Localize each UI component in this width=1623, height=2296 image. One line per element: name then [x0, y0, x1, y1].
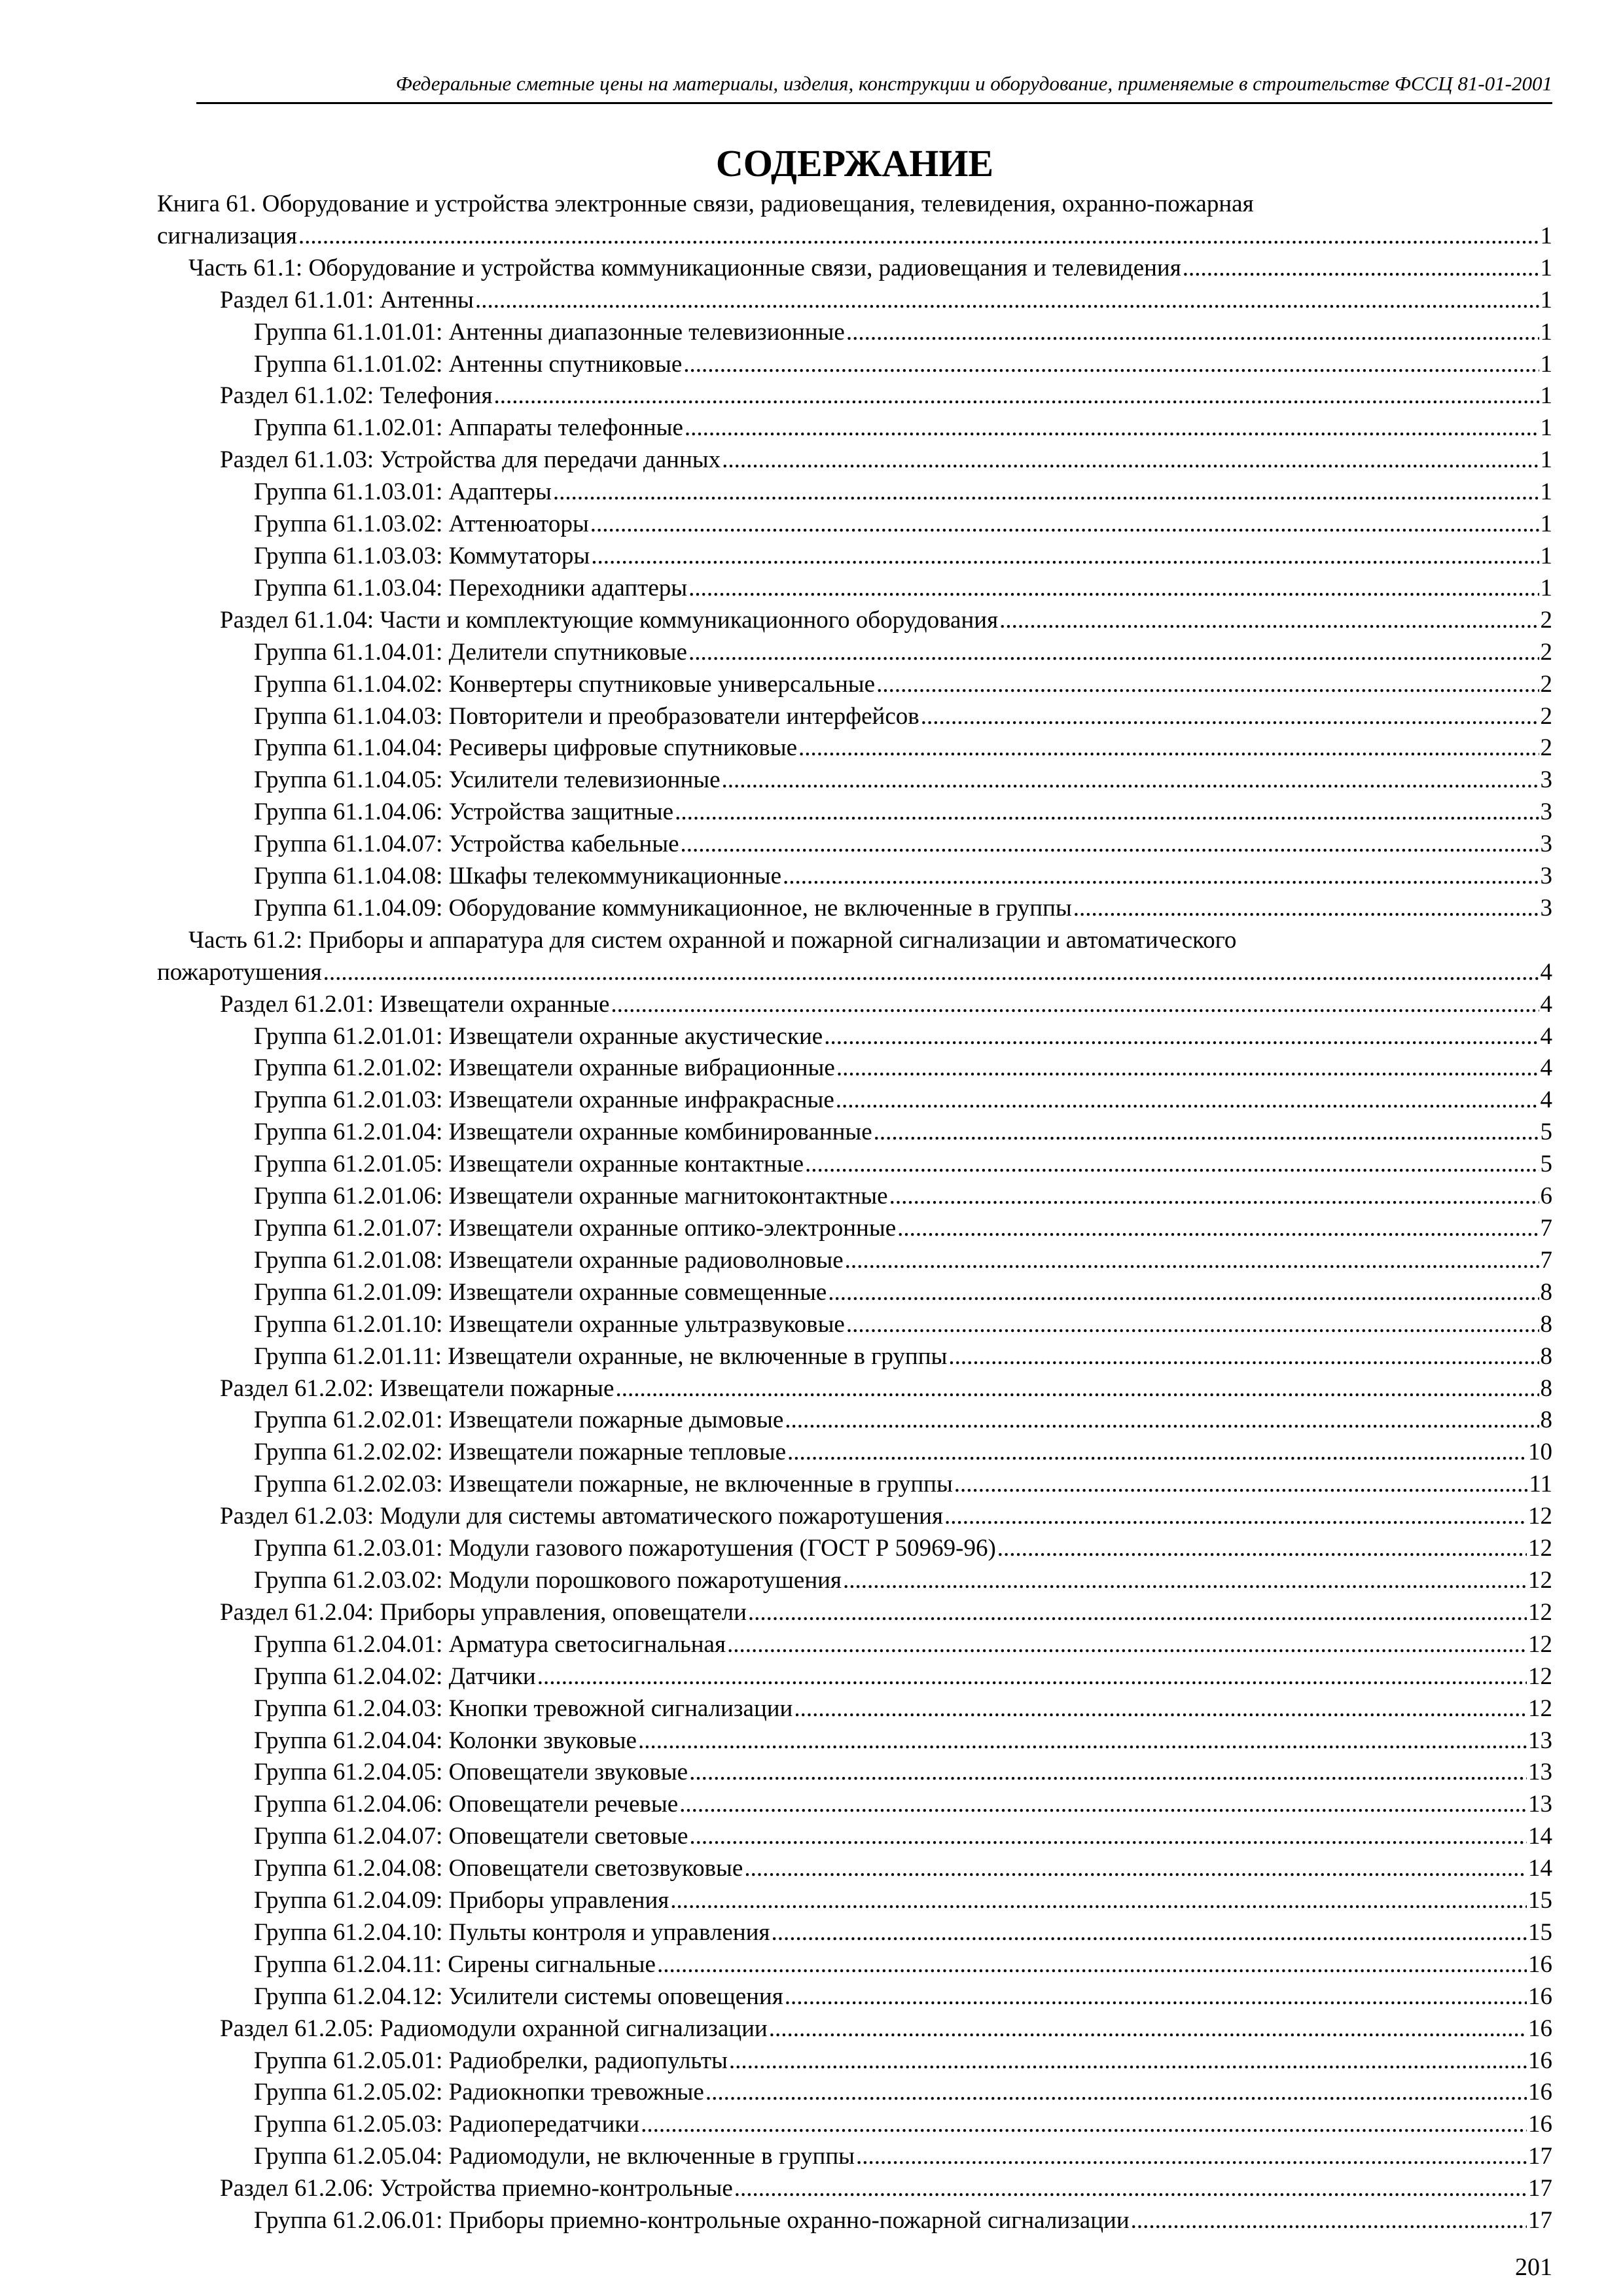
- toc-entry-page: 1: [1540, 382, 1552, 410]
- toc-entry-page: 3: [1540, 766, 1552, 794]
- toc-entry-label: Группа 61.1.03.02: Аттенюаторы: [254, 511, 589, 538]
- toc-entry-label: Раздел 61.2.06: Устройства приемно-контрольные: [220, 2175, 733, 2202]
- toc-entry[interactable]: [157, 1693, 1552, 1725]
- toc-entry[interactable]: [157, 573, 1552, 605]
- toc-entry[interactable]: [157, 380, 1552, 412]
- dot-leader: [722, 444, 1539, 476]
- toc-entry[interactable]: [157, 1373, 1552, 1405]
- toc-entry[interactable]: [157, 1277, 1552, 1309]
- dot-leader: [679, 1789, 1527, 1821]
- dot-leader: [805, 1149, 1539, 1181]
- toc-entry-label: Группа 61.1.04.04: Ресиверы цифровые спутниковые: [254, 734, 797, 762]
- toc-entry-page: 3: [1540, 798, 1552, 826]
- toc-entry-page: 1: [1540, 414, 1552, 442]
- toc-entry[interactable]: [157, 1789, 1552, 1821]
- toc-entry-page: 14: [1528, 1823, 1552, 1850]
- toc-entry-label: Группа 61.2.05.01: Радиобрелки, радиопульты: [254, 2047, 728, 2074]
- toc-entry-label: Группа 61.2.04.10: Пульты контроля и управления: [254, 1918, 770, 1946]
- toc-entry[interactable]: [157, 1085, 1552, 1117]
- toc-entry-label: Группа 61.2.01.08: Извещатели охранные радиоволновые: [254, 1246, 844, 1274]
- toc-entry[interactable]: [157, 2077, 1552, 2109]
- toc-entry-label: Группа 61.1.04.07: Устройства кабельные: [254, 831, 679, 858]
- dot-leader: [997, 1533, 1527, 1565]
- dot-leader: [688, 573, 1539, 605]
- toc-entry[interactable]: [157, 1629, 1552, 1661]
- toc-entry-label: Группа 61.1.04.05: Усилители телевизионные: [254, 766, 721, 794]
- toc-entry[interactable]: [157, 669, 1552, 701]
- dot-leader: [836, 1052, 1539, 1085]
- dot-leader: [689, 1757, 1527, 1789]
- toc-entry-page: 12: [1528, 1598, 1552, 1626]
- dot-leader: [657, 1949, 1527, 1981]
- dot-leader: [785, 1405, 1539, 1437]
- dot-leader: [783, 861, 1539, 893]
- dot-leader: [1073, 893, 1539, 925]
- toc-entry[interactable]: [157, 1341, 1552, 1373]
- dot-leader: [1131, 2205, 1527, 2237]
- dot-leader: [611, 989, 1539, 1021]
- dot-leader: [681, 829, 1539, 861]
- toc-entry-label: Группа 61.2.03.02: Модули порошкового пожаротушения: [254, 1566, 842, 1594]
- dot-leader: [688, 637, 1539, 669]
- toc-book-line1: Книга 61. Оборудование и устройства электронные связи, радиовещания, телевидения, охранно-пожарная: [157, 190, 1254, 217]
- toc-entry-page: 16: [1528, 2111, 1552, 2138]
- toc-entry-page: 5: [1540, 1151, 1552, 1178]
- toc-entry-page: 2: [1540, 638, 1552, 666]
- toc-entry-page: 12: [1528, 1503, 1552, 1530]
- toc-entry-label: Раздел 61.2.03: Модули для системы автоматического пожаротушения: [220, 1503, 943, 1530]
- toc-entry[interactable]: [157, 509, 1552, 541]
- dot-leader: [794, 1693, 1527, 1725]
- toc-entry-page: 13: [1528, 1727, 1552, 1754]
- dot-leader: [785, 1981, 1527, 2013]
- toc-entry-label: Группа 61.2.04.03: Кнопки тревожной сигнализации: [254, 1695, 793, 1722]
- toc-entry-page: 1: [1540, 542, 1552, 569]
- toc-entry-label: Группа 61.2.04.05: Оповещатели звуковые: [254, 1759, 688, 1786]
- toc-entry-label: Раздел 61.1.03: Устройства для передачи данных: [220, 446, 721, 474]
- toc-entry-label: Группа 61.2.01.11: Извещатели охранные, не включенные в группы: [254, 1342, 948, 1370]
- toc-entry[interactable]: [157, 1661, 1552, 1693]
- toc-entry-label: Группа 61.2.01.05: Извещатели охранные контактные: [254, 1151, 804, 1178]
- table-of-contents: [157, 188, 1552, 2237]
- toc-entry-page: 8: [1540, 1374, 1552, 1402]
- dot-leader: [670, 1885, 1527, 1917]
- toc-entry-label: Группа 61.2.01.06: Извещатели охранные магнитоконтактные: [254, 1183, 888, 1210]
- toc-entry-label: Группа 61.2.01.01: Извещатели охранные акустические: [254, 1022, 823, 1050]
- toc-part2-line1: Часть 61.2: Приборы и аппаратура для систем охранной и пожарной сигнализации и автоматического: [188, 926, 1237, 954]
- dot-leader: [591, 541, 1539, 573]
- toc-entry-page: 3: [1540, 831, 1552, 858]
- toc-entry-page: 13: [1528, 1791, 1552, 1818]
- toc-entry-page: 17: [1528, 2143, 1552, 2170]
- toc-entry-page: 15: [1528, 1887, 1552, 1914]
- toc-entry-label: Группа 61.2.03.01: Модули газового пожаротушения (ГОСТ Р 50969-96): [254, 1535, 996, 1562]
- toc-entry-page: 4: [1540, 1054, 1552, 1082]
- toc-entry-page: 13: [1528, 1759, 1552, 1786]
- toc-entry-label: Группа 61.2.04.01: Арматура светосигнальная: [254, 1630, 726, 1658]
- dot-leader: [1183, 253, 1539, 285]
- toc-entry[interactable]: [157, 1469, 1552, 1501]
- dot-leader: [748, 1597, 1527, 1629]
- toc-entry-page: 7: [1540, 1246, 1552, 1274]
- toc-entry-page: 1: [1540, 254, 1552, 281]
- toc-entry-page: 1: [1540, 318, 1552, 346]
- toc-entry[interactable]: [157, 1245, 1552, 1277]
- toc-entry[interactable]: [157, 1981, 1552, 2013]
- toc-entry-label: Группа 61.1.03.04: Переходники адаптеры: [254, 574, 688, 601]
- toc-entry-book[interactable]: [157, 221, 1552, 253]
- toc-entry-label: Группа 61.2.01.10: Извещатели охранные ультразвуковые: [254, 1310, 845, 1338]
- toc-entry-label: Группа 61.2.04.11: Сирены сигнальные: [254, 1950, 656, 1978]
- toc-entry-label: Группа 61.2.04.08: Оповещатели светозвуковые: [254, 1855, 743, 1882]
- toc-entry[interactable]: [157, 1213, 1552, 1245]
- dot-leader: [727, 1629, 1527, 1661]
- toc-entry[interactable]: [157, 412, 1552, 444]
- toc-entry[interactable]: [157, 1437, 1552, 1469]
- toc-entry-label: Группа 61.2.01.07: Извещатели охранные оптико-электронные: [254, 1215, 897, 1242]
- toc-entry-label: Группа 61.2.04.07: Оповещатели световые: [254, 1823, 688, 1850]
- toc-entry-label: пожаротушения: [157, 958, 322, 986]
- toc-entry[interactable]: [157, 637, 1552, 669]
- dot-leader: [675, 797, 1539, 829]
- toc-entry[interactable]: [157, 1021, 1552, 1053]
- dot-leader: [845, 1245, 1539, 1277]
- dot-leader: [475, 285, 1539, 317]
- toc-entry[interactable]: [157, 1117, 1552, 1149]
- toc-entry[interactable]: [157, 893, 1552, 925]
- toc-entry-page: 14: [1528, 1855, 1552, 1882]
- toc-entry-page: 12: [1528, 1535, 1552, 1562]
- toc-entry-label: Группа 61.1.02.01: Аппараты телефонные: [254, 414, 683, 442]
- toc-entry-page: 12: [1528, 1630, 1552, 1658]
- toc-entry-page: 1: [1540, 286, 1552, 314]
- toc-entry[interactable]: [157, 1949, 1552, 1981]
- toc-entry-page: 4: [1540, 958, 1552, 986]
- toc-entry-page: 15: [1528, 1918, 1552, 1946]
- toc-entry-page: 1: [1540, 478, 1552, 506]
- toc-entry-page: 5: [1540, 1119, 1552, 1146]
- dot-leader: [705, 2077, 1527, 2109]
- toc-entry-label: Раздел 61.1.02: Телефония: [220, 382, 493, 410]
- toc-entry-page: 10: [1528, 1439, 1552, 1466]
- toc-entry-label: Группа 61.2.02.01: Извещатели пожарные дымовые: [254, 1407, 784, 1434]
- dot-leader: [734, 2173, 1527, 2205]
- toc-entry[interactable]: [157, 1917, 1552, 1949]
- dot-leader: [298, 221, 1539, 253]
- toc-entry[interactable]: [157, 2205, 1552, 2237]
- dot-leader: [689, 1821, 1527, 1853]
- toc-entry-label: Раздел 61.2.05: Радиомодули охранной сигнализации: [220, 2015, 768, 2042]
- toc-entry[interactable]: [157, 2173, 1552, 2205]
- toc-entry[interactable]: [157, 1821, 1552, 1853]
- toc-entry-page: 8: [1540, 1278, 1552, 1306]
- running-header: Федеральные сметные цены на материалы, изделия, конструкции и оборудование, применяемые в строительстве ФССЦ 81-01-2001: [395, 72, 1552, 95]
- toc-entry[interactable]: [157, 1885, 1552, 1917]
- dot-leader: [948, 1341, 1539, 1373]
- toc-entry[interactable]: [157, 1853, 1552, 1885]
- toc-entry-page: 2: [1540, 734, 1552, 762]
- toc-entry[interactable]: [157, 317, 1552, 349]
- dot-leader: [897, 1213, 1539, 1245]
- dot-leader: [836, 1085, 1539, 1117]
- dot-leader: [769, 2013, 1527, 2045]
- toc-entry-page: 16: [1528, 2015, 1552, 2042]
- toc-entry[interactable]: [157, 2045, 1552, 2077]
- toc-entry[interactable]: [157, 1533, 1552, 1565]
- toc-entry-part-2[interactable]: [157, 957, 1552, 989]
- toc-entry-label: Группа 61.1.01.02: Антенны спутниковые: [254, 350, 683, 378]
- dot-leader: [615, 1373, 1539, 1405]
- page-number: 201: [1515, 2253, 1552, 2281]
- header-rule: [196, 102, 1552, 104]
- dot-leader: [843, 1565, 1527, 1597]
- toc-entry[interactable]: [157, 1181, 1552, 1213]
- toc-entry-label: Группа 61.2.01.02: Извещатели охранные вибрационные: [254, 1054, 835, 1082]
- toc-entry-label: Группа 61.1.04.03: Повторители и преобразователи интерфейсов: [254, 702, 919, 730]
- toc-entry-page: 1: [1540, 446, 1552, 474]
- toc-entry-label: Группа 61.2.05.04: Радиомодули, не включенные в группы: [254, 2143, 855, 2170]
- toc-entry-label: Группа 61.2.02.02: Извещатели пожарные тепловые: [254, 1439, 787, 1466]
- toc-entry-page: 4: [1540, 990, 1552, 1018]
- toc-entry-page: 16: [1528, 2047, 1552, 2074]
- dot-leader: [729, 2045, 1527, 2077]
- toc-entry-label: Группа 61.2.01.09: Извещатели охранные совмещенные: [254, 1278, 827, 1306]
- toc-entry-label: Группа 61.2.04.06: Оповещатели речевые: [254, 1791, 679, 1818]
- toc-entry-page: 17: [1528, 2175, 1552, 2202]
- toc-part-2-list: [157, 989, 1552, 2237]
- toc-entry[interactable]: [157, 1405, 1552, 1437]
- dot-leader: [921, 701, 1539, 733]
- toc-entry-label: Группа 61.2.04.12: Усилители системы оповещения: [254, 1982, 783, 2010]
- toc-entry-label: Раздел 61.1.01: Антенны: [220, 286, 474, 314]
- toc-entry-page: 8: [1540, 1310, 1552, 1338]
- dot-leader: [874, 1117, 1539, 1149]
- dot-leader: [787, 1437, 1527, 1469]
- toc-entry-page: 12: [1528, 1566, 1552, 1594]
- toc-entry-page: 16: [1528, 1982, 1552, 2010]
- toc-entry-label: Группа 61.1.04.01: Делители спутниковые: [254, 638, 687, 666]
- toc-entry[interactable]: [157, 1501, 1552, 1533]
- toc-entry-page: 4: [1540, 1022, 1552, 1050]
- dot-leader: [876, 669, 1539, 701]
- toc-entry[interactable]: [157, 2141, 1552, 2173]
- toc-entry[interactable]: [157, 349, 1552, 381]
- toc-entry-label: Раздел 61.1.04: Части и комплектующие коммуникационного оборудования: [220, 606, 999, 634]
- toc-entry[interactable]: [157, 253, 1552, 285]
- toc-entry-page: 12: [1528, 1695, 1552, 1722]
- dot-leader: [944, 1501, 1527, 1533]
- toc-entry-page: 3: [1540, 863, 1552, 890]
- dot-leader: [553, 476, 1539, 509]
- toc-entry-label: Раздел 61.2.01: Извещатели охранные: [220, 990, 610, 1018]
- dot-leader: [641, 2109, 1527, 2141]
- toc-entry-page: 8: [1540, 1407, 1552, 1434]
- dot-leader: [846, 317, 1539, 349]
- toc-entry-label: Группа 61.1.03.03: Коммутаторы: [254, 542, 590, 569]
- toc-entry-label: Группа 61.1.04.06: Устройства защитные: [254, 798, 674, 826]
- dot-leader: [999, 605, 1539, 637]
- toc-entry-label: Группа 61.2.02.03: Извещатели пожарные, не включенные в группы: [254, 1471, 953, 1498]
- toc-entry[interactable]: [157, 1597, 1552, 1629]
- toc-entry-page: 2: [1540, 606, 1552, 634]
- toc-entry-label: Раздел 61.2.02: Извещатели пожарные: [220, 1374, 615, 1402]
- toc-entry[interactable]: [157, 797, 1552, 829]
- dot-leader: [494, 380, 1539, 412]
- toc-entry-label: сигнализация: [157, 222, 297, 249]
- toc-entry[interactable]: [157, 829, 1552, 861]
- toc-entry-label: Раздел 61.2.04: Приборы управления, оповещатели: [220, 1598, 747, 1626]
- toc-entry-label: Группа 61.1.03.01: Адаптеры: [254, 478, 552, 506]
- dot-leader: [744, 1853, 1527, 1885]
- toc-entry-page: 2: [1540, 670, 1552, 698]
- toc-entry-page: 7: [1540, 1215, 1552, 1242]
- page-title: СОДЕРЖАНИЕ: [715, 142, 994, 185]
- dot-leader: [856, 2141, 1527, 2173]
- toc-entry-page: 1: [1540, 574, 1552, 601]
- toc-entry[interactable]: [157, 476, 1552, 509]
- dot-leader: [889, 1181, 1539, 1213]
- toc-entry-page: 1: [1540, 350, 1552, 378]
- dot-leader: [824, 1021, 1539, 1053]
- toc-entry-label: Группа 61.2.04.04: Колонки звуковые: [254, 1727, 637, 1754]
- dot-leader: [954, 1469, 1528, 1501]
- toc-entry[interactable]: [157, 2013, 1552, 2045]
- toc-entry-label: Группа 61.1.04.09: Оборудование коммуникационное, не включенные в группы: [254, 894, 1072, 922]
- toc-entry[interactable]: [157, 541, 1552, 573]
- toc-entry[interactable]: [157, 2109, 1552, 2141]
- toc-entry-label: Группа 61.2.05.02: Радиокнопки тревожные: [254, 2079, 704, 2106]
- toc-entry[interactable]: [157, 732, 1552, 764]
- toc-entry-label: Группа 61.1.04.02: Конвертеры спутниковые универсальные: [254, 670, 876, 698]
- toc-entry-label: Группа 61.2.06.01: Приборы приемно-контрольные охранно-пожарной сигнализации: [254, 2207, 1130, 2234]
- dot-leader: [828, 1277, 1539, 1309]
- toc-entry-page: 1: [1540, 222, 1552, 249]
- toc-entry[interactable]: [157, 861, 1552, 893]
- toc-entry[interactable]: [157, 1565, 1552, 1597]
- dot-leader: [590, 509, 1539, 541]
- toc-entry-page: 1: [1540, 511, 1552, 538]
- toc-entry-label: Группа 61.2.04.02: Датчики: [254, 1662, 536, 1690]
- toc-entry-page: 12: [1528, 1662, 1552, 1690]
- toc-entry-page: 3: [1540, 894, 1552, 922]
- toc-entry-label: Группа 61.1.01.01: Антенны диапазонные телевизионные: [254, 318, 845, 346]
- toc-entry[interactable]: [157, 605, 1552, 637]
- dot-leader: [638, 1725, 1527, 1757]
- toc-entry-page: 6: [1540, 1183, 1552, 1210]
- toc-entry[interactable]: [157, 285, 1552, 317]
- toc-entry[interactable]: [157, 1149, 1552, 1181]
- toc-entry-page: 8: [1540, 1342, 1552, 1370]
- dot-leader: [722, 764, 1539, 797]
- dot-leader: [771, 1917, 1527, 1949]
- toc-entry-page: 2: [1540, 702, 1552, 730]
- toc-entry-page: 11: [1529, 1471, 1552, 1498]
- toc-entry-label: Группа 61.2.04.09: Приборы управления: [254, 1887, 669, 1914]
- toc-entry-label: Группа 61.2.01.03: Извещатели охранные инфракрасные: [254, 1086, 834, 1114]
- toc-entry[interactable]: [157, 1309, 1552, 1341]
- toc-entry-label: Группа 61.2.05.03: Радиопередатчики: [254, 2111, 640, 2138]
- dot-leader: [537, 1661, 1527, 1693]
- toc-entry[interactable]: [157, 1757, 1552, 1789]
- toc-entry[interactable]: [157, 701, 1552, 733]
- dot-leader: [683, 349, 1539, 381]
- dot-leader: [798, 732, 1539, 764]
- toc-entry[interactable]: [157, 1052, 1552, 1085]
- toc-entry-page: 16: [1528, 2079, 1552, 2106]
- toc-entry-page: 17: [1528, 2207, 1552, 2234]
- toc-entry-label: Часть 61.1: Оборудование и устройства коммуникационные связи, радиовещания и телевидения: [188, 254, 1181, 281]
- toc-entry-label: Группа 61.1.04.08: Шкафы телекоммуникационные: [254, 863, 781, 890]
- toc-entry[interactable]: [157, 989, 1552, 1021]
- toc-entry[interactable]: [157, 444, 1552, 476]
- toc-entry-page: 16: [1528, 1950, 1552, 1978]
- toc-entry-label: Группа 61.2.01.04: Извещатели охранные комбинированные: [254, 1119, 872, 1146]
- dot-leader: [846, 1309, 1539, 1341]
- toc-entry[interactable]: [157, 1725, 1552, 1757]
- dot-leader: [323, 957, 1539, 989]
- toc-entry[interactable]: [157, 764, 1552, 797]
- toc-entry-page: 4: [1540, 1086, 1552, 1114]
- dot-leader: [685, 412, 1539, 444]
- toc-part-1-list: [157, 253, 1552, 925]
